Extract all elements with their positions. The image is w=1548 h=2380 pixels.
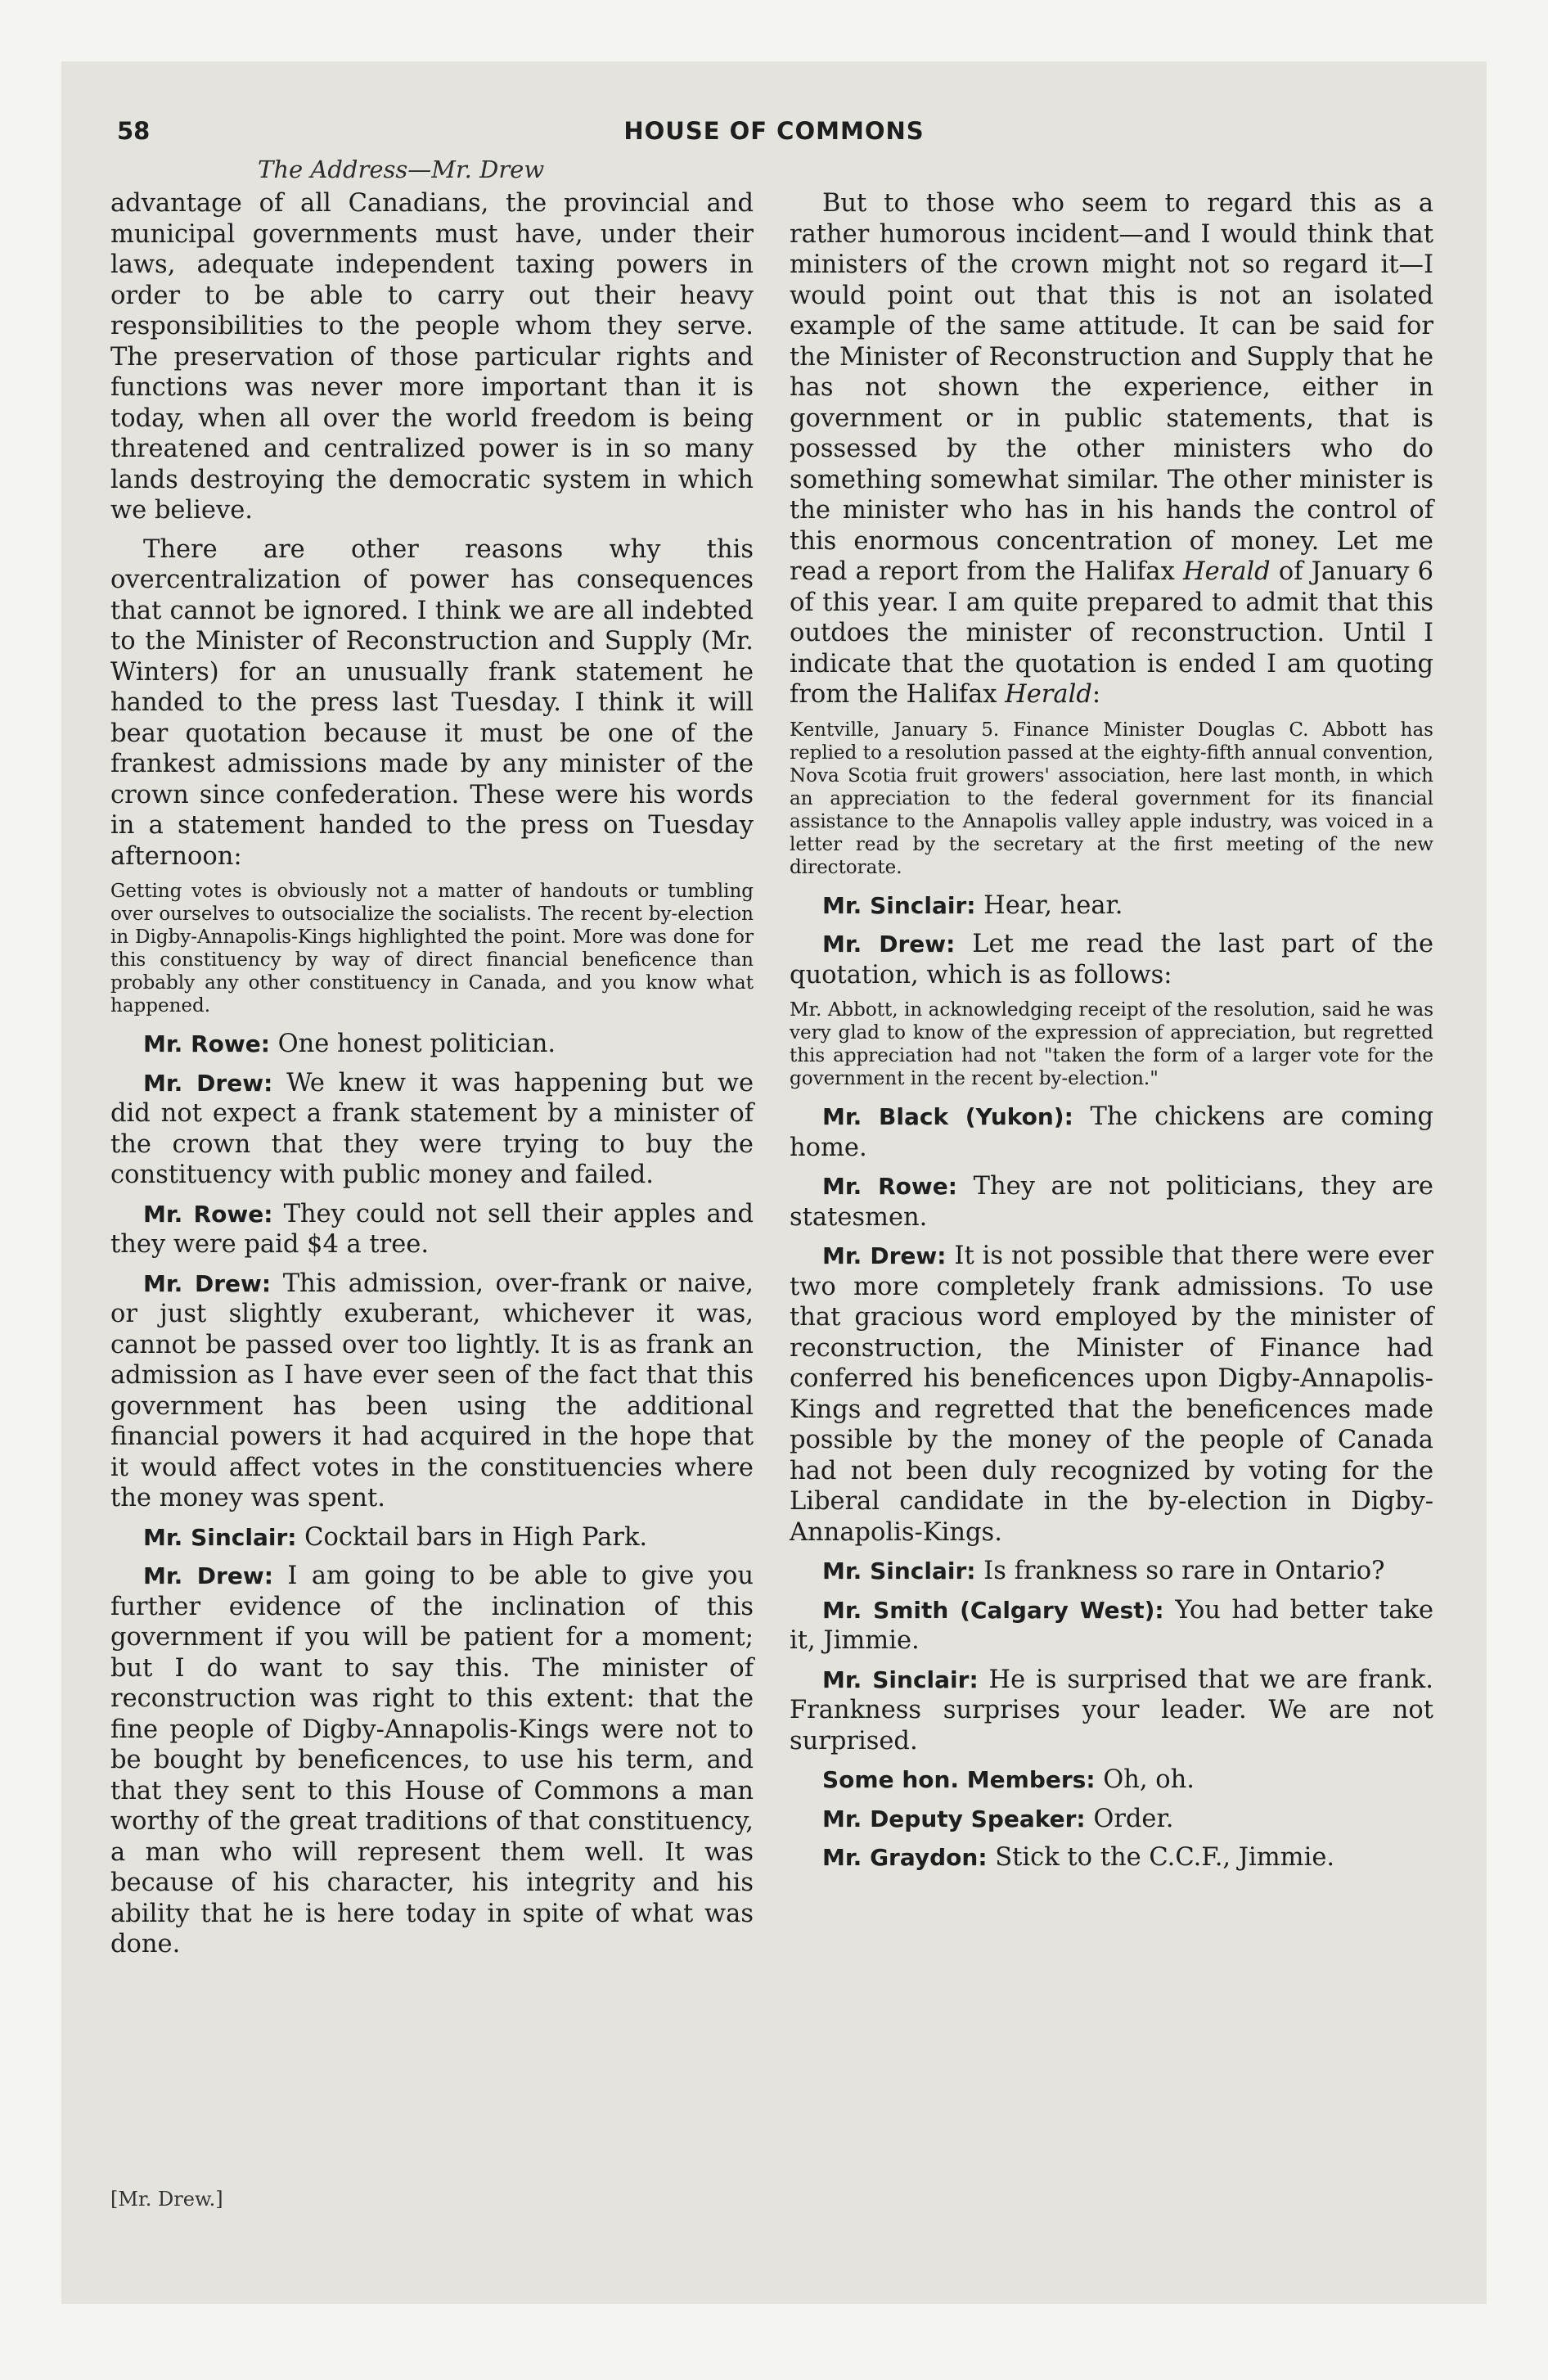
speaker-name: Mr. Rowe: (822, 1173, 957, 1200)
paragraph (790, 188, 1433, 710)
speech-text: The chickens are coming home. (790, 1102, 1433, 1162)
speech-text: Order. (1093, 1804, 1174, 1833)
speech-text: They could not sell their apples and they were paid $4 a tree. (110, 1199, 754, 1259)
speech-text: It is not possible that there were ever two more completely frank admissions. To use that gracious word employed by the minister of reconstruction, the Minister of Finance had conferred his beneficences upon Digby-Annapolis-Kings and regretted that the beneficences made possible by the money of the people of Canada had not been duly recognized by voting for the Liberal candidate in the by-election in Digby-Annapolis-Kings. (790, 1242, 1433, 1547)
speaker-footer-tag: [Mr. Drew.] (110, 2188, 223, 2211)
speaker-name: Mr. Drew: (143, 1069, 273, 1097)
block-quote: Getting votes is obviously not a matter of handouts or tumbling over ourselves to outsocialize the socialists. The recent by-election in Digby-Annapolis-Kings highlighted the point. More was done for this constituency by way of direct financial beneficence than probably any other constituency in Canada, and you know what happened. (110, 881, 754, 1016)
speaker-name: Mr. Rowe: (143, 1030, 270, 1057)
left-column (110, 188, 754, 1968)
speaker-name: Mr. Sinclair: (143, 1523, 297, 1551)
speech (790, 929, 1433, 990)
paragraph-text: : (1091, 680, 1101, 709)
speaker-name: Mr. Sinclair: (822, 1666, 979, 1693)
speech (110, 1522, 754, 1553)
page-header (117, 117, 1431, 150)
speech (790, 1665, 1433, 1757)
paragraph: There are other reasons why this overcentralization of power has consequences that cannot be ignored. I think we are all indebted to the Minister of Reconstruction and Supply (Mr. Winters) for an unusually frank statement he handed to the press last Tuesday. I think it will bear quotation because it must be one of the frankest admissions made by any minister of the crown since confederation. These were his words in a statement handed to the press on Tuesday afternoon: (110, 534, 754, 871)
speech-text: We knew it was happening but we did not expect a frank statement by a minister of the crown that they were trying to buy the constituency with public money and failed. (110, 1068, 754, 1189)
speaker-name: Mr. Smith (Calgary West): (822, 1596, 1164, 1624)
page-number: 58 (117, 117, 151, 145)
speaker-name: Mr. Drew: (822, 931, 956, 958)
paragraph-text: But to those who seem to regard this as a rather humorous incident—and I would think that ministers of the crown might not so regard it—I would point out that this is not an isolated example of the same attitude. It can be said for the Minister of Reconstruction and Supply that he has not shown the experience, either in government or in public statements, that is possessed by the other ministers who do something somewhat similar. The other minister is the minister who has in his hands the control of this enormous concentration of money. Let me read a report from the Halifax (790, 189, 1433, 586)
speech-text: Stick to the C.C.F., Jimmie. (995, 1843, 1335, 1872)
speech-text: I am going to be able to give you further evidence of the inclination of this government if you will be patient for a moment; but I do want to say this. The minister of reconstruction was right to this extent: that the fine people of Digby-Annapolis-Kings were not to be bought by beneficences, to use his term, and that they sent to this House of Commons a man worthy of the great traditions of that constituency, a man who will represent them well. It was because of his character, his integrity and his ability that he is here today in spite of what was done. (110, 1562, 754, 1959)
speech-text: Is frankness so rare in Ontario? (983, 1557, 1385, 1585)
section-subhead: The Address—Mr. Drew (258, 156, 545, 183)
block-quote: Kentville, January 5. Finance Minister Douglas C. Abbott has replied to a resolution passed at the eighty-fifth annual convention, Nova Scotia fruit growers' association, here last month, in which an appreciation to the federal government for its financial assistance to the Annapolis valley apple industry, was voiced in a letter read by the secretary at the first meeting of the new directorate. (790, 719, 1433, 878)
right-column (790, 188, 1433, 1882)
newspaper-title: Herald (1183, 557, 1271, 586)
running-head: HOUSE OF COMMONS (623, 117, 925, 145)
speaker-name: Mr. Sinclair: (822, 891, 976, 919)
speech (110, 1561, 754, 1960)
speech (790, 1842, 1433, 1873)
speech (110, 1029, 754, 1060)
speech (790, 1171, 1433, 1233)
speech (110, 1269, 754, 1514)
speaker-name: Mr. Deputy Speaker: (822, 1805, 1086, 1832)
speaker-name: Mr. Drew: (143, 1269, 272, 1297)
speech (110, 1068, 754, 1191)
speech-text: He is surprised that we are frank. Frankness surprises your leader. We are not surprised. (790, 1665, 1433, 1756)
newspaper-title: Herald (1005, 680, 1092, 709)
speech-text: Let me read the last part of the quotation, which is as follows: (790, 930, 1433, 989)
speech (790, 1556, 1433, 1587)
speech (790, 1241, 1433, 1548)
speaker-name: Mr. Drew: (143, 1562, 273, 1589)
speech (790, 1595, 1433, 1657)
speech-text: Oh, oh. (1103, 1765, 1195, 1794)
speech-text: Cocktail bars in High Park. (304, 1522, 648, 1552)
page (61, 61, 1487, 2304)
speech (790, 1804, 1433, 1835)
speaker-name: Mr. Rowe: (143, 1200, 273, 1228)
speech-text: They are not politicians, they are statesmen. (790, 1172, 1433, 1232)
speaker-name: Mr. Graydon: (822, 1844, 988, 1871)
speech-text: Hear, hear. (983, 890, 1123, 920)
speaker-name: Mr. Sinclair: (822, 1557, 976, 1584)
speech (790, 1102, 1433, 1163)
speech-text: One honest politician. (277, 1030, 556, 1058)
speaker-name: Some hon. Members: (822, 1766, 1096, 1793)
speech-text: This admission, over-frank or naive, or just slightly exuberant, whichever it was, cannot be passed over too lightly. It is as frank an admission as I have ever seen of the fact that this government has been using the additional financial powers it had acquired in the hope that it would affect votes in the constituencies where the money was spent. (110, 1269, 754, 1512)
block-quote: Mr. Abbott, in acknowledging receipt of the resolution, said he was very glad to know of the expression of appreciation, but regretted this appreciation had not "taken the form of a larger vote for the government in the recent by-election." (790, 999, 1433, 1089)
paragraph: advantage of all Canadians, the provincial and municipal governments must have, under their laws, adequate independent taxing powers in order to be able to carry out their heavy responsibilities to the people whom they serve. The preservation of those particular rights and functions was never more important than it is today, when all over the world freedom is being threatened and centralized power is in so many lands destroying the democratic system in which we believe. (110, 189, 754, 525)
paragraph-text: of January 6 of this year. I am quite prepared to admit that this outdoes the minister of reconstruction. Until I indicate that the quotation is ended I am quoting from the Halifax (790, 557, 1433, 709)
speech (790, 1765, 1433, 1796)
speaker-name: Mr. Drew: (822, 1242, 947, 1269)
speaker-name: Mr. Black (Yukon): (822, 1103, 1073, 1130)
speech-text: You had better take it, Jimmie. (790, 1595, 1433, 1655)
speech (110, 1199, 754, 1260)
speech (790, 890, 1433, 922)
